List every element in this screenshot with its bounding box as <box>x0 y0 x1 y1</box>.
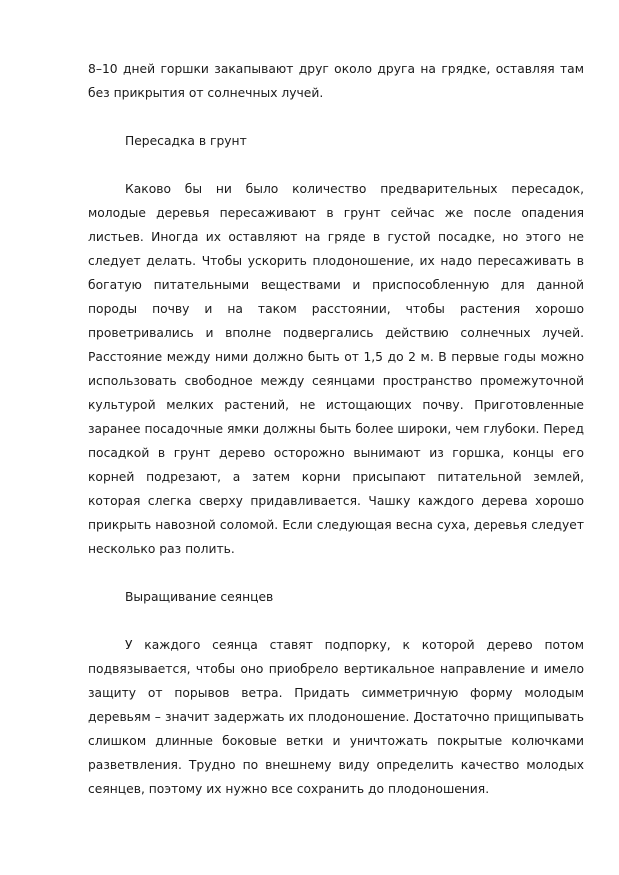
spacer <box>88 561 584 585</box>
section-paragraph-seedlings: У каждого сеянца ставят подпорку, к которой дерево потом подвязывается, чтобы оно приобрело вертикальное направление и имело защиту от порывов ветра. Придать симметричную форму молодым деревьям – значит задержать их плодоношение. Достаточно прищипывать слишком длинные боковые ветки и уничтожать покрытые колючками разветвления. Трудно по внешнему виду определить качество молодых сеянцев, поэтому их нужно все сохранить до плодоношения. <box>88 638 584 796</box>
spacer <box>88 609 584 633</box>
intro-paragraph: 8–10 дней горшки закапывают друг около друга на грядке, оставляя там без прикрытия от солнечных лучей. <box>88 62 584 100</box>
spacer <box>88 105 584 129</box>
section-paragraph-transplanting: Каково бы ни было количество предварительных пересадок, молодые деревья пересаживают в грунт сейчас же после опадения листьев. Иногда их оставляют на гряде в густой посадке, но этого не следует делать. Чтобы ускорить плодоношение, их надо пересаживать в богатую питательными веществами и приспособленную для данной породы почву и на таком расстоянии, чтобы растения хорошо проветривались и вполне подвергались действию солнечных лучей. Расстояние между ними должно быть от 1,5 до 2 м. В первые годы можно использовать свободное между сеянцами пространство промежуточной культурой мелких растений, не истощающих почву. Приготовленные заранее посадочные ямки должны быть более широки, чем глубоки. Перед посадкой в грунт дерево осторожно вынимают из горшка, концы его корней подрезают, а затем корни присыпают питательной землей, которая слегка сверху придавливается. Чашку каждого дерева хорошо прикрыть навозной соломой. Если следующая весна суха, деревья следует несколько раз полить. <box>88 182 584 556</box>
spacer <box>88 153 584 177</box>
section-heading-seedlings: Выращивание сеянцев <box>125 590 274 604</box>
section-heading-transplanting: Пересадка в грунт <box>125 134 247 148</box>
document-page <box>88 57 584 801</box>
